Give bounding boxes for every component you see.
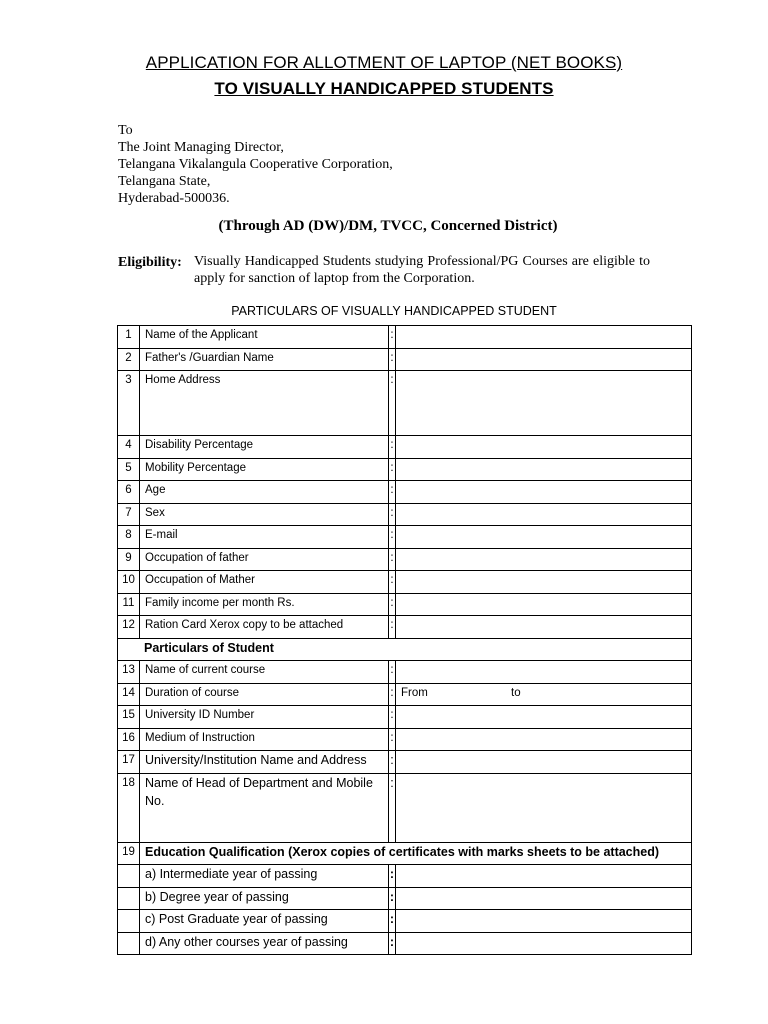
intermediate-year-field[interactable] [396,865,692,888]
field-label: Name of Head of Department and Mobile No. [140,773,389,842]
table-row [118,616,692,639]
row-number: 17 [118,751,140,774]
table-row [118,638,692,661]
table-row [118,348,692,371]
table-row [118,910,692,933]
eligibility-text: Visually Handicapped Students studying Professional/PG Courses are eligible to apply for sanction of laptop from the Corporation. [194,254,650,286]
medium-of-instruction-field[interactable] [396,728,692,751]
email-field[interactable] [396,526,692,549]
form-title-line1: APPLICATION FOR ALLOTMENT OF LAPTOP (NET BOOKS) [145,53,623,72]
field-label: c) Post Graduate year of passing [140,910,389,933]
table-row [118,593,692,616]
eligibility-label: Eligibility: [118,255,182,270]
row-number-empty [118,910,140,933]
table-row [118,371,692,436]
address-line3: Telangana State, [118,174,211,189]
family-income-field[interactable] [396,593,692,616]
university-id-field[interactable] [396,706,692,729]
field-colon: : [389,326,396,349]
sex-field[interactable] [396,503,692,526]
age-field[interactable] [396,481,692,504]
table-row [118,751,692,774]
field-colon: : [389,616,396,639]
field-label: Age [140,481,389,504]
address-line4: Hyderabad-500036. [118,191,230,206]
table-row [118,706,692,729]
row-number: 2 [118,348,140,371]
table-row [118,526,692,549]
row-number: 18 [118,773,140,842]
table-row [118,865,692,888]
through-line: (Through AD (DW)/DM, TVCC, Concerned District) [218,218,558,234]
row-number: 16 [118,728,140,751]
field-colon: : [389,706,396,729]
field-label: Sex [140,503,389,526]
field-colon: : [389,910,396,933]
address-to: To [118,123,133,138]
field-colon: : [389,371,396,436]
field-label: Ration Card Xerox copy to be attached [140,616,389,639]
disability-percentage-field[interactable] [396,436,692,459]
table-row [118,548,692,571]
field-label: Home Address [140,371,389,436]
row-number: 11 [118,593,140,616]
form-title-line2: TO VISUALLY HANDICAPPED STUDENTS [214,79,554,98]
row-number: 3 [118,371,140,436]
field-colon: : [389,932,396,955]
row-number: 19 [118,842,140,865]
row-number: 10 [118,571,140,594]
row-number: 8 [118,526,140,549]
student-section-heading: Particulars of Student [118,638,692,661]
row-number: 14 [118,683,140,706]
field-label: Father's /Guardian Name [140,348,389,371]
row-number: 12 [118,616,140,639]
table-row [118,773,692,842]
row-number: 5 [118,458,140,481]
address-line2: Telangana Vikalangula Cooperative Corporation, [118,157,393,172]
row-number: 9 [118,548,140,571]
table-row [118,458,692,481]
row-number: 4 [118,436,140,459]
table-row [118,728,692,751]
field-label: a) Intermediate year of passing [140,865,389,888]
field-colon: : [389,593,396,616]
field-colon: : [389,571,396,594]
field-colon: : [389,548,396,571]
head-of-department-field[interactable] [396,773,692,842]
father-occupation-field[interactable] [396,548,692,571]
field-label: d) Any other courses year of passing [140,932,389,955]
from-label: From [401,686,428,699]
row-number: 13 [118,661,140,684]
field-label: Name of the Applicant [140,326,389,349]
field-colon: : [389,887,396,910]
field-label: University/Institution Name and Address [140,751,389,774]
row-number: 7 [118,503,140,526]
row-number: 6 [118,481,140,504]
table-row [118,932,692,955]
degree-year-field[interactable] [396,887,692,910]
table-row [118,503,692,526]
field-label: Name of current course [140,661,389,684]
other-courses-year-field[interactable] [396,932,692,955]
field-colon: : [389,683,396,706]
institution-name-address-field[interactable] [396,751,692,774]
address-line1: The Joint Managing Director, [118,140,284,155]
post-graduate-year-field[interactable] [396,910,692,933]
field-label: University ID Number [140,706,389,729]
row-number-empty [118,887,140,910]
table-row [118,326,692,349]
row-number: 15 [118,706,140,729]
course-duration-field[interactable] [396,683,692,706]
particulars-table [117,325,692,955]
field-label: Family income per month Rs. [140,593,389,616]
field-label: Disability Percentage [140,436,389,459]
guardian-name-field[interactable] [396,348,692,371]
table-row [118,436,692,459]
applicant-name-field[interactable] [396,326,692,349]
field-colon: : [389,503,396,526]
field-label: Duration of course [140,683,389,706]
table-row [118,683,692,706]
field-colon: : [389,458,396,481]
home-address-field[interactable] [396,371,692,436]
table-row [118,571,692,594]
recipient-address [118,122,393,207]
table-row [118,481,692,504]
mobility-percentage-field[interactable] [396,458,692,481]
field-label: Medium of Instruction [140,728,389,751]
field-label: E-mail [140,526,389,549]
current-course-field[interactable] [396,661,692,684]
field-label: Occupation of father [140,548,389,571]
table-row [118,887,692,910]
field-label: Mobility Percentage [140,458,389,481]
mother-occupation-field[interactable] [396,571,692,594]
field-colon: : [389,728,396,751]
row-number-empty [118,865,140,888]
section-title: PARTICULARS OF VISUALLY HANDICAPPED STUDENT [231,304,557,318]
education-qualification-heading: Education Qualification (Xerox copies of certificates with marks sheets to be attached) [140,842,692,865]
field-label: Occupation of Mather [140,571,389,594]
field-colon: : [389,661,396,684]
field-colon: : [389,773,396,842]
field-colon: : [389,481,396,504]
field-colon: : [389,436,396,459]
field-colon: : [389,751,396,774]
to-label: to [511,686,521,699]
field-colon: : [389,348,396,371]
field-label: b) Degree year of passing [140,887,389,910]
table-row [118,842,692,865]
table-row [118,661,692,684]
row-number: 1 [118,326,140,349]
field-colon: : [389,526,396,549]
row-number-empty [118,932,140,955]
ration-card-field[interactable] [396,616,692,639]
field-colon: : [389,865,396,888]
